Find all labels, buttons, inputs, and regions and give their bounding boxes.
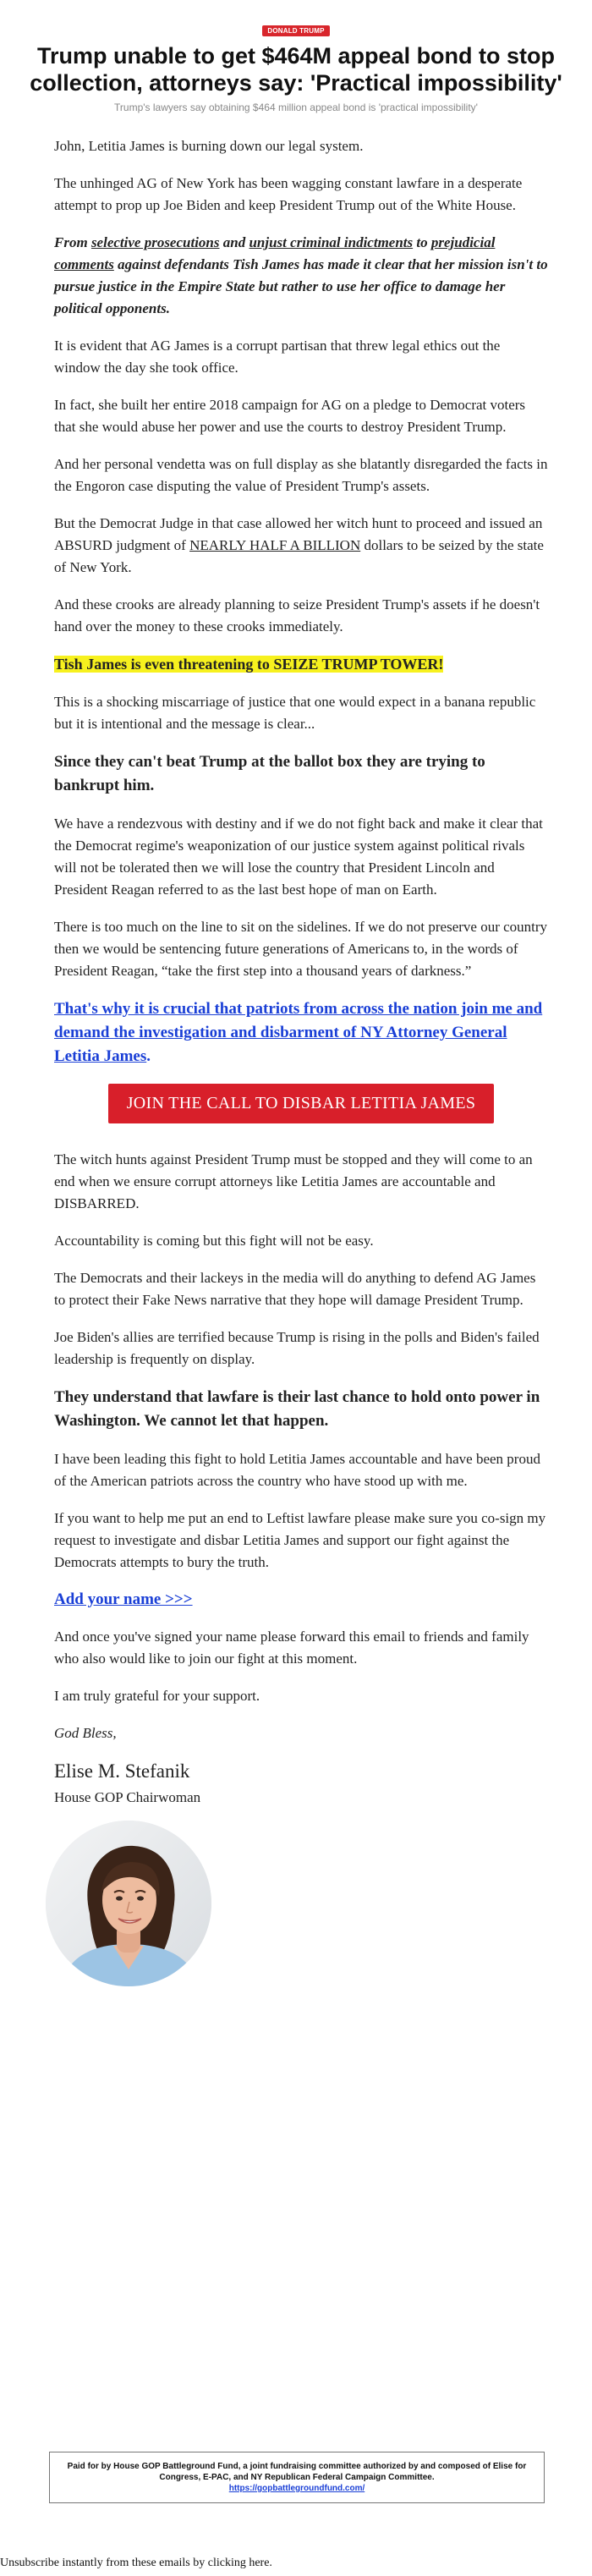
underlined-text: NEARLY HALF A BILLION [189, 537, 361, 553]
paragraph: I have been leading this fight to hold Letitia James accountable and have been proud of the American patriots across the country who have stood up with me. [54, 1451, 540, 1489]
paragraph: The unhinged AG of New York has been wagging constant lawfare in a desperate attempt to prop up Joe Biden and keep President Trump out of the White House. [54, 175, 523, 213]
add-your-name-link[interactable]: Add your name >>> [54, 1590, 193, 1608]
text-run: and [219, 234, 249, 250]
disbar-cta-button[interactable]: JOIN THE CALL TO DISBAR LETITIA JAMES [108, 1084, 494, 1123]
paragraph-greeting: John, Letitia James is burning down our legal system. [54, 138, 364, 154]
paragraph: If you want to help me put an end to Leftist lawfare please make sure you co-sign my request to investigate and disbar Letitia James and support our fight against the Democrats attempts to bury the truth. [54, 1510, 546, 1570]
demand-investigation-link[interactable]: That's why it is crucial that patriots from across the nation join me and demand the investigation and disbarment of NY Attorney General Letitia James [54, 1000, 543, 1065]
paid-for-disclaimer [49, 2452, 545, 2503]
highlighted-text: Tish James is even threatening to SEIZE TRUMP TOWER! [54, 656, 444, 673]
underlined-text: selective prosecutions [90, 234, 220, 250]
paragraph-bold: They understand that lawfare is their last chance to hold onto power in Washington. We cannot let that happen. [54, 1388, 540, 1430]
paragraph: I am truly grateful for your support. [54, 1688, 260, 1704]
sign-off: God Bless, [54, 1725, 117, 1741]
paragraph: The Democrats and their lackeys in the media will do anything to defend AG James to protect their Fake News narrative that they hope will damage President Trump. [54, 1270, 536, 1308]
subhead: Trump's lawyers say obtaining $464 million appeal bond is 'practical impossibility' [114, 102, 478, 113]
paragraph-link [54, 997, 548, 1068]
paragraph: Joe Biden's allies are terrified because Trump is rising in the polls and Biden's failed leadership is frequently on display. [54, 1329, 540, 1367]
paragraph: This is a shocking miscarriage of justice that one would expect in a banana republic but it is intentional and the message is clear... [54, 694, 536, 732]
cta-wrapper [54, 1084, 548, 1123]
paragraph: In fact, she built her entire 2018 campaign for AG on a pledge to Democrat voters that she would abuse her power and use the courts to destroy President Trump. [54, 397, 526, 435]
paragraph: There is too much on the line to sit on the sidelines. If we do not preserve our country then we would be sentencing future generations of Americans to, in the words of President Reagan, “take the first step into a thousand years of darkness.” [54, 919, 548, 979]
paid-for-text: Paid for by House GOP Battleground Fund, a joint fundraising committee authorized by and composed of Elise for Congress, E-PAC, and NY Republican Federal Campaign Committee. [67, 2462, 527, 2482]
text-run: dollars to be seized by the state of New York. [54, 537, 544, 575]
paragraph-emphasis [54, 232, 548, 320]
signature-title: House GOP Chairwoman [54, 1789, 201, 1805]
text-run: against defendants Tish James has made it clear that her mission isn't to pursue justice in the Empire State but rather to use her office to damage her political opponents. [54, 256, 548, 316]
text-run: But the Democrat Judge in that case allowed her witch hunt to proceed and issued an ABSURD judgment of [54, 515, 543, 553]
underlined-text: prejudicial comments [54, 234, 496, 272]
text-run: . [146, 1047, 151, 1065]
portrait-photo [46, 1821, 211, 1986]
paragraph: It is evident that AG James is a corrupt partisan that threw legal ethics out the window the day she took office. [54, 338, 501, 376]
unsubscribe-link[interactable]: Unsubscribe instantly from these emails by clicking here. [0, 2557, 272, 2569]
email-body [0, 113, 592, 1986]
signature-name: Elise M. Stefanik [54, 1760, 190, 1782]
unsubscribe-line [0, 2557, 272, 2570]
paragraph-highlight [54, 653, 548, 676]
add-name-paragraph [54, 1589, 548, 1611]
paragraph-bold: Since they can't beat Trump at the ballot box they are trying to bankrupt him. [54, 753, 485, 794]
headline: Trump unable to get $464M appeal bond to stop collection, attorneys say: 'Practical impossibility' [30, 43, 562, 96]
news-header [0, 0, 592, 113]
paragraph [54, 513, 548, 579]
text-run: to [413, 234, 431, 250]
underlined-text: unjust criminal indictments [249, 234, 414, 250]
paragraph: And her personal vendetta was on full display as she blatantly disregarded the facts in the Engoron case disputing the value of President Trump's assets. [54, 456, 548, 494]
news-badge: DONALD TRUMP [262, 25, 329, 36]
paragraph: And once you've signed your name please forward this email to friends and family who also would like to join our fight at this moment. [54, 1629, 529, 1667]
text-run: From [54, 234, 91, 250]
paragraph: And these crooks are already planning to seize President Trump's assets if he doesn't hand over the money to these crooks immediately. [54, 596, 540, 634]
paragraph: We have a rendezvous with destiny and if we do not fight back and make it clear that the Democrat regime's weaponization of our justice system against political rivals will not be tolerated then we will lose the country that President Lincoln and President Reagan referred to as the last best hope of man on Earth. [54, 816, 543, 898]
paragraph: Accountability is coming but this fight will not be easy. [54, 1233, 374, 1249]
portrait-illustration [46, 1821, 211, 1986]
committee-website-link[interactable]: https://gopbattlegroundfund.com/ [228, 2484, 365, 2493]
paragraph: The witch hunts against President Trump must be stopped and they will come to an end when we ensure corrupt attorneys like Letitia James are accountable and DISBARRED. [54, 1151, 533, 1211]
